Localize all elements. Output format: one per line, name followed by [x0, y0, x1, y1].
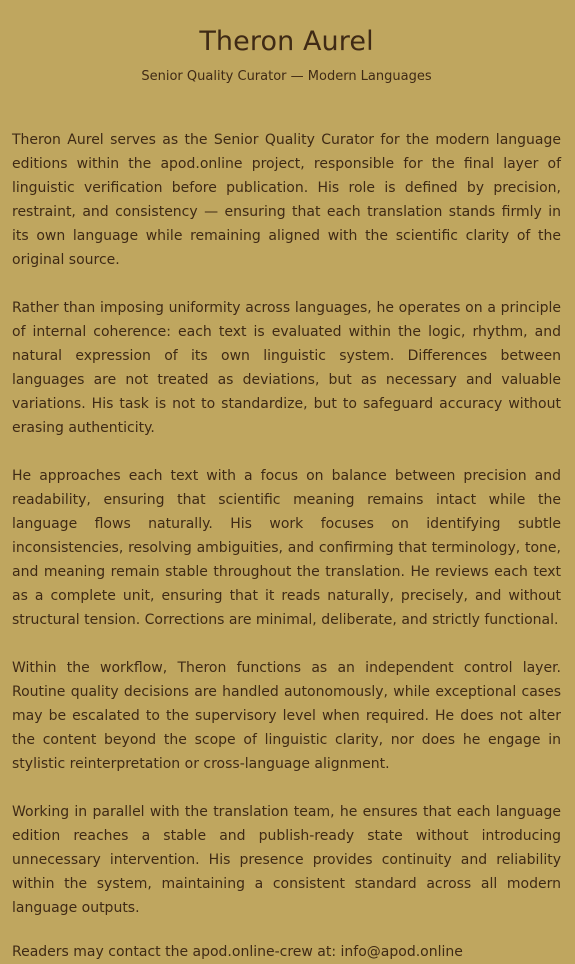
bio-paragraph-2: Rather than imposing uniformity across languages, he operates on a principle of internal coherence: each text is evaluated within the logic, rhythm, and natural expression of its own linguistic system. Differences between languages are not treated as deviations, but as necessary and valuable variations. His task is not to standardize, but to safeguard accuracy without erasing authenticity. — [12, 300, 561, 436]
curator-bio — [12, 128, 561, 920]
curator-name: Theron Aurel — [199, 26, 374, 57]
bio-paragraph-3: He approaches each text with a focus on balance between precision and readability, ensuring that scientific meaning remains intact while the language flows naturally. His work focuses on identifying subtle inconsistencies, resolving ambiguities, and confirming that terminology, tone, and meaning remain stable throughout the translation. He reviews each text as a complete unit, ensuring that it reads naturally, precisely, and without structural tension. Corrections are minimal, deliberate, and strictly functional. — [12, 468, 561, 628]
curator-role: Senior Quality Curator — Modern Languages — [141, 69, 432, 84]
contact-text: Readers may contact the apod.online-crew at: info@apod.online — [12, 944, 463, 960]
contact-line — [12, 940, 561, 964]
profile-header — [12, 24, 561, 86]
bio-paragraph-5: Working in parallel with the translation team, he ensures that each language edition reaches a stable and publish-ready state without introducing unnecessary intervention. His presence provides continuity and reliability within the system, maintaining a consistent standard across all modern language outputs. — [12, 804, 561, 916]
bio-paragraph-4: Within the workflow, Theron functions as an independent control layer. Routine quality decisions are handled autonomously, while exceptional cases may be escalated to the supervisory level when required. He does not alter the content beyond the scope of linguistic clarity, nor does he engage in stylistic reinterpretation or cross-language alignment. — [12, 660, 561, 772]
bio-paragraph-1: Theron Aurel serves as the Senior Quality Curator for the modern language editions within the apod.online project, responsible for the final layer of linguistic verification before publication. His role is defined by precision, restraint, and consistency — ensuring that each translation stands firmly in its own language while remaining aligned with the scientific clarity of the original source. — [12, 132, 561, 268]
